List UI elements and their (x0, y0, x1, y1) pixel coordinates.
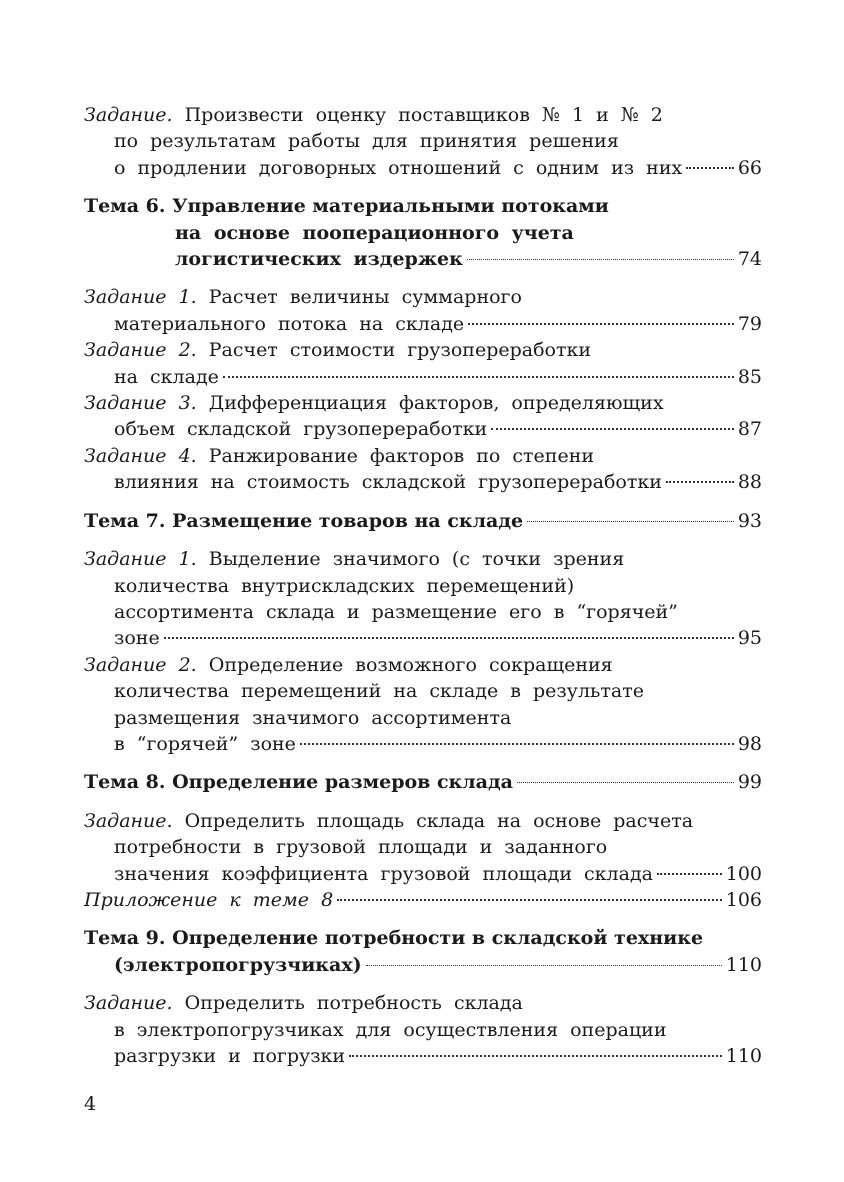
table-of-contents (84, 102, 762, 1069)
toc-line: размещения значимого ассортимента (114, 706, 512, 729)
toc-text: в “горячей” зоне (114, 732, 296, 755)
toc-line-leader (84, 861, 762, 887)
leader-dots (349, 1055, 722, 1057)
toc-line-leader (84, 469, 762, 495)
page-ref: 79 (737, 312, 762, 335)
leader-dots (468, 323, 734, 325)
leader-dots (491, 428, 734, 430)
toc-entry-t9-task[interactable] (84, 990, 762, 1069)
page-ref: 110 (725, 953, 762, 976)
toc-text: объем складской грузопереработки (114, 418, 488, 441)
toc-entry-t7-task-2[interactable] (84, 652, 762, 758)
task-label: Задание 2. (84, 653, 197, 676)
toc-line-leader (84, 769, 762, 795)
toc-line-leader (84, 731, 762, 757)
toc-entry-topic-8[interactable] (84, 769, 762, 795)
leader-dots (657, 873, 722, 875)
toc-line: Задание 4. Ранжирование факторов по степени (84, 444, 595, 467)
page-ref: 98 (737, 732, 762, 755)
task-label: Задание 1. (84, 286, 197, 309)
toc-line: Тема 9. Определение потребности в складской технике (84, 927, 704, 950)
toc-entry-t8-task[interactable] (84, 808, 762, 887)
page-ref: 106 (725, 888, 762, 911)
page-ref: 66 (737, 156, 762, 179)
toc-line: Задание 1. Выделение значимого (с точки зрения (84, 548, 625, 571)
toc-line: Тема 6. Управление материальными потоками (84, 195, 609, 218)
toc-line: количества внутрискладских перемещений) (114, 574, 575, 597)
toc-line-leader (84, 887, 762, 913)
toc-text: значения коэффициента грузовой площади склада (114, 862, 653, 885)
toc-entry-topic-7[interactable] (84, 508, 762, 534)
toc-line-leader (84, 364, 762, 390)
toc-line-leader (84, 311, 762, 337)
task-label: Задание. (84, 104, 173, 126)
task-label: Задание 4. (84, 444, 197, 467)
task-label: Задание. (84, 992, 173, 1015)
toc-line: Задание 1. Расчет величины суммарного (84, 286, 522, 309)
toc-entry-t6-task-2[interactable] (84, 337, 762, 390)
page-ref: 99 (737, 771, 762, 794)
toc-text: зоне (114, 627, 160, 650)
toc-line-leader (84, 155, 762, 181)
toc-entry-t6-task-3[interactable] (84, 390, 762, 443)
task-label: Задание 1. (84, 548, 197, 571)
toc-text: (электропогрузчиках) (114, 953, 362, 976)
toc-entry-t6-task-1[interactable] (84, 284, 762, 337)
toc-line: Задание 3. Дифференциация факторов, определяющих (84, 392, 664, 415)
leader-dots (666, 481, 734, 483)
task-label: Задание. (84, 809, 173, 832)
leader-dots (164, 637, 734, 639)
toc-line-leader (84, 625, 762, 651)
toc-line-leader (84, 1043, 762, 1069)
toc-line: Задание. Определить площадь склада на основе расчета (84, 809, 694, 832)
leader-dots (223, 376, 734, 378)
leader-dots (300, 743, 734, 745)
leader-dots (366, 965, 722, 966)
toc-line: по результатам работы для принятия решения (114, 130, 619, 153)
toc-text: разгрузки и погрузки (114, 1045, 346, 1067)
page-ref: 93 (737, 509, 762, 532)
toc-line: в электропогрузчиках для осуществления операции (114, 1018, 667, 1041)
toc-entry-topic-6[interactable] (84, 193, 762, 272)
toc-line: Задание 2. Расчет стоимости грузопереработки (84, 339, 592, 362)
page-ref: 100 (725, 862, 762, 885)
toc-text: Тема 8. Определение размеров склада (84, 771, 513, 794)
page-ref: 110 (725, 1045, 762, 1067)
toc-text: материального потока на складе (114, 312, 465, 335)
toc-line-leader (84, 416, 762, 442)
page-ref: 87 (737, 418, 762, 441)
toc-line: на основе пооперационного учета (175, 221, 574, 244)
leader-dots (337, 899, 722, 901)
toc-text: Приложение к теме 8 (84, 888, 334, 911)
toc-entry-t8-appendix[interactable] (84, 887, 762, 913)
task-label: Задание 3. (84, 392, 197, 415)
toc-text: Тема 7. Размещение товаров на складе (84, 509, 524, 532)
toc-line-leader (84, 952, 762, 978)
toc-line: ассортимента склада и размещение его в “горячей” (114, 600, 678, 623)
leader-dots (517, 782, 734, 783)
toc-text: на складе (114, 365, 219, 388)
page-ref: 95 (737, 627, 762, 650)
leader-dots (686, 167, 734, 169)
leader-dots (527, 521, 734, 522)
toc-line: Задание 2. Определение возможного сокращения (84, 653, 613, 676)
page-ref: 85 (737, 365, 762, 388)
task-label: Задание 2. (84, 339, 197, 362)
toc-entry-supplier-task (84, 102, 762, 181)
toc-line: Задание. Произвести оценку поставщиков № 1 и № 2 (84, 104, 663, 126)
toc-line: количества перемещений на складе в результате (114, 680, 644, 703)
toc-entry-t6-task-4[interactable] (84, 443, 762, 496)
toc-text: о продлении договорных отношений с одним из них (114, 156, 683, 179)
toc-line: Задание. Определить потребность склада (84, 992, 523, 1015)
toc-line-leader (84, 246, 762, 272)
toc-line-leader (84, 508, 762, 534)
toc-entry-t7-task-1[interactable] (84, 546, 762, 652)
page-number: 4 (84, 1093, 97, 1115)
toc-text: влияния на стоимость складской грузопереработки (114, 471, 662, 494)
toc-line: потребности в грузовой площади и заданного (114, 836, 608, 859)
leader-dots (467, 259, 734, 260)
toc-text: логистических издержек (175, 248, 463, 271)
toc-entry-topic-9[interactable] (84, 925, 762, 978)
page-ref: 88 (737, 471, 762, 494)
page-ref: 74 (737, 248, 762, 271)
